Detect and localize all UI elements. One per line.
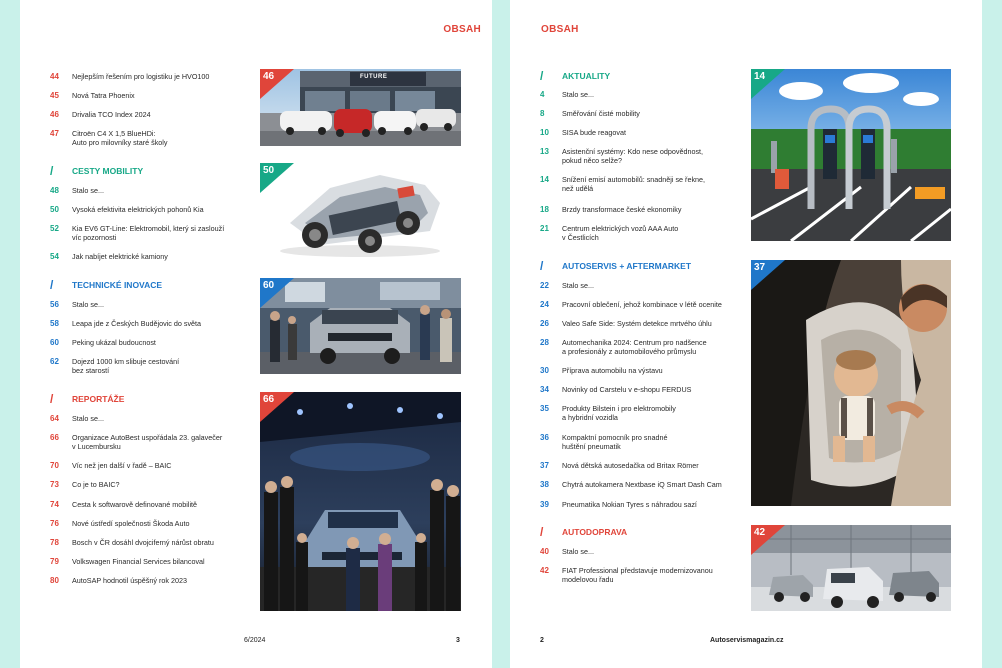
page-badge — [751, 260, 785, 290]
badge-number: 42 — [754, 527, 766, 538]
toc-page-number: 62 — [50, 357, 59, 366]
toc-page-number: 64 — [50, 414, 59, 423]
section-heading-technicke-inovace — [50, 278, 270, 294]
toc-entry-title: AutoSAP hodnotil úspěšný rok 2023 — [72, 576, 187, 585]
page-badge — [751, 69, 785, 99]
toc-page-number: 44 — [50, 72, 59, 81]
toc-entry-title: Co je to BAIC? — [72, 480, 120, 489]
toc-entry-title: Valeo Safe Side: Systém detekce mrtvého úhlu — [562, 319, 712, 328]
toc-page-number: 78 — [50, 538, 59, 547]
toc-page-number: 26 — [540, 319, 549, 328]
article-photo-gala[interactable] — [260, 392, 461, 611]
toc-page-number: 36 — [540, 433, 549, 442]
page-badge — [260, 392, 294, 422]
section-title: TECHNICKÉ INOVACE — [72, 280, 163, 290]
article-photo-ev-chassis[interactable] — [260, 163, 461, 261]
badge-number: 66 — [263, 394, 275, 405]
article-photo-charging-station[interactable] — [751, 69, 951, 241]
toc-page-number: 70 — [50, 461, 59, 470]
toc-page-number: 28 — [540, 338, 549, 347]
toc-entry-title: Kompaktní pomocník pro snadné huštění pneumatik — [562, 433, 668, 452]
toc-entry-title: Stalo se... — [562, 90, 594, 99]
toc-entry-title: Centrum elektrických vozů AAA Auto v Čestlicích — [562, 224, 679, 243]
toc-entry-title: Příprava automobilu na výstavu — [562, 366, 663, 375]
toc-entry-title: FIAT Professional představuje modernizovanou modelovou řadu — [562, 566, 713, 585]
footer-site-name: Autoservismagazin.cz — [710, 637, 784, 644]
toc-entry-title: Pneumatika Nokian Tyres s náhradou sazí — [562, 500, 697, 509]
toc-page-number: 24 — [540, 300, 549, 309]
badge-number: 50 — [263, 165, 275, 176]
toc-entry-title: Dojezd 1000 km slibuje cestování bez starostí — [72, 357, 180, 376]
page-badge — [751, 525, 785, 555]
toc-page-number: 13 — [540, 147, 549, 156]
section-heading-reportaze — [50, 392, 270, 408]
toc-entry-title: Stalo se... — [72, 300, 104, 309]
toc-entry-title: Volkswagen Financial Services bilancoval — [72, 557, 205, 566]
badge-number: 46 — [263, 71, 275, 82]
toc-page-number: 37 — [540, 461, 549, 470]
section-heading-autodoprava — [540, 525, 760, 541]
toc-page-number: 10 — [540, 128, 549, 137]
toc-entry-title: Bosch v ČR dosáhl dvojciferný nárůst obratu — [72, 538, 214, 547]
toc-entry-title: Jak nabíjet elektrické kamiony — [72, 252, 168, 261]
page-badge — [260, 69, 294, 99]
toc-page-number: 66 — [50, 433, 59, 442]
section-slash-icon: / — [50, 392, 54, 406]
toc-page-number: 34 — [540, 385, 549, 394]
toc-page-number: 42 — [540, 566, 549, 575]
toc-page-number: 48 — [50, 186, 59, 195]
section-heading-aktuality — [540, 69, 760, 85]
toc-page-number: 4 — [540, 90, 545, 99]
toc-page-number: 46 — [50, 110, 59, 119]
page-header: OBSAH — [443, 24, 481, 35]
toc-page-number: 80 — [50, 576, 59, 585]
toc-page-number: 74 — [50, 500, 59, 509]
article-photo-fiat-vans[interactable] — [751, 525, 951, 611]
toc-page-number: 73 — [50, 480, 59, 489]
page-badge — [260, 278, 294, 308]
toc-page-number: 56 — [50, 300, 59, 309]
toc-entry-title: Citroën C4 X 1,5 BlueHDi: Auto pro milovníky staré školy — [72, 129, 168, 148]
footer-page-number: 2 — [540, 637, 544, 644]
toc-entry-title: Víc než jen další v řadě – BAIC — [72, 461, 172, 470]
toc-page-number: 14 — [540, 175, 549, 184]
toc-entry-title: Snížení emisí automobilů: snadněji se řekne, než udělá — [562, 175, 706, 194]
toc-entry-title: Drivalia TCO Index 2024 — [72, 110, 151, 119]
page-left — [20, 0, 492, 668]
toc-entry-title: Produkty Bilstein i pro elektromobily a hybridní vozidla — [562, 404, 676, 423]
toc-page-number: 79 — [50, 557, 59, 566]
section-heading-autoservis-aftermarket — [540, 259, 760, 275]
article-photo-child-seat[interactable] — [751, 260, 951, 506]
toc-entry-title: Stalo se... — [72, 414, 104, 423]
toc-entry-title: Stalo se... — [562, 547, 594, 556]
toc-entry-title: Stalo se... — [562, 281, 594, 290]
toc-page-number: 52 — [50, 224, 59, 233]
toc-page-number: 18 — [540, 205, 549, 214]
section-title: AKTUALITY — [562, 71, 611, 81]
toc-entry-title: Leapa jde z Českých Budějovic do světa — [72, 319, 202, 328]
toc-entry-title: Nejlepším řešením pro logistiku je HVO100 — [72, 72, 210, 81]
toc-page-number: 8 — [540, 109, 545, 118]
toc-entry-title: Nové ústředí společnosti Škoda Auto — [72, 519, 190, 528]
toc-entry-title: Vysoká efektivita elektrických pohonů Kia — [72, 205, 204, 214]
toc-page-number: 60 — [50, 338, 59, 347]
page-badge — [260, 163, 294, 193]
toc-entry-title: Nová Tatra Phoenix — [72, 91, 135, 100]
section-slash-icon: / — [540, 525, 544, 539]
toc-page-number: 35 — [540, 404, 549, 413]
toc-page-number: 39 — [540, 500, 549, 509]
badge-number: 14 — [754, 71, 766, 82]
toc-page-number: 76 — [50, 519, 59, 528]
toc-entry-title: Novinky od Carstelu v e-shopu FERDUS — [562, 385, 692, 394]
badge-number: 60 — [263, 280, 275, 291]
toc-entry-title: Kia EV6 GT-Line: Elektromobil, který si zaslouží víc pozornosti — [72, 224, 225, 243]
section-slash-icon: / — [50, 278, 54, 292]
footer-issue: 6/2024 — [244, 637, 266, 644]
toc-entry-title: Brzdy transformace české ekonomiky — [562, 205, 682, 214]
page-right — [510, 0, 982, 668]
page-header: OBSAH — [541, 24, 579, 35]
toc-entry-title: Peking ukázal budoucnost — [72, 338, 156, 347]
toc-page-number: 22 — [540, 281, 549, 290]
section-title: CESTY MOBILITY — [72, 166, 144, 176]
toc-entry-title: Pracovní oblečení, jehož kombinace v létě ocenite — [562, 300, 722, 309]
toc-page-number: 38 — [540, 480, 549, 489]
section-slash-icon: / — [50, 164, 54, 178]
toc-entry-title: Organizace AutoBest uspořádala 23. galavečer v Lucembursku — [72, 433, 223, 452]
article-photo-auto-show[interactable] — [260, 278, 461, 374]
toc-page-number: 54 — [50, 252, 59, 261]
dealership-sign: FUTURE — [360, 74, 388, 80]
badge-number: 37 — [754, 262, 766, 273]
toc-entry-title: Stalo se... — [72, 186, 104, 195]
toc-entry-title: SISA bude reagovat — [562, 128, 626, 137]
toc-entry-title: Asistenční systémy: Kdo nese odpovědnost, pokud něco selže? — [562, 147, 704, 166]
toc-page-number: 45 — [50, 91, 59, 100]
article-photo-dealership[interactable] — [260, 69, 461, 146]
section-slash-icon: / — [540, 259, 544, 273]
toc-entry-title: Nová dětská autosedačka od Britax Römer — [562, 461, 699, 470]
toc-page-number: 30 — [540, 366, 549, 375]
section-heading-cesty-mobility — [50, 164, 270, 180]
toc-page-number: 47 — [50, 129, 59, 138]
toc-entry-title: Automechanika 2024: Centrum pro nadšence a profesionály z automobilového průmyslu — [562, 338, 707, 357]
section-title: AUTOSERVIS + AFTERMARKET — [562, 261, 692, 271]
toc-entry-title: Chytrá autokamera Nextbase iQ Smart Dash Cam — [562, 480, 722, 489]
toc-entry-title: Směřování čisté mobility — [562, 109, 640, 118]
section-slash-icon: / — [540, 69, 544, 83]
section-title: AUTODOPRAVA — [562, 527, 628, 537]
section-title: REPORTÁŽE — [72, 394, 125, 404]
toc-page-number: 21 — [540, 224, 549, 233]
footer-page-number: 3 — [456, 637, 460, 644]
toc-page-number: 40 — [540, 547, 549, 556]
toc-page-number: 58 — [50, 319, 59, 328]
toc-page-number: 50 — [50, 205, 59, 214]
toc-entry-title: Cesta k softwarově definované mobilitě — [72, 500, 198, 509]
